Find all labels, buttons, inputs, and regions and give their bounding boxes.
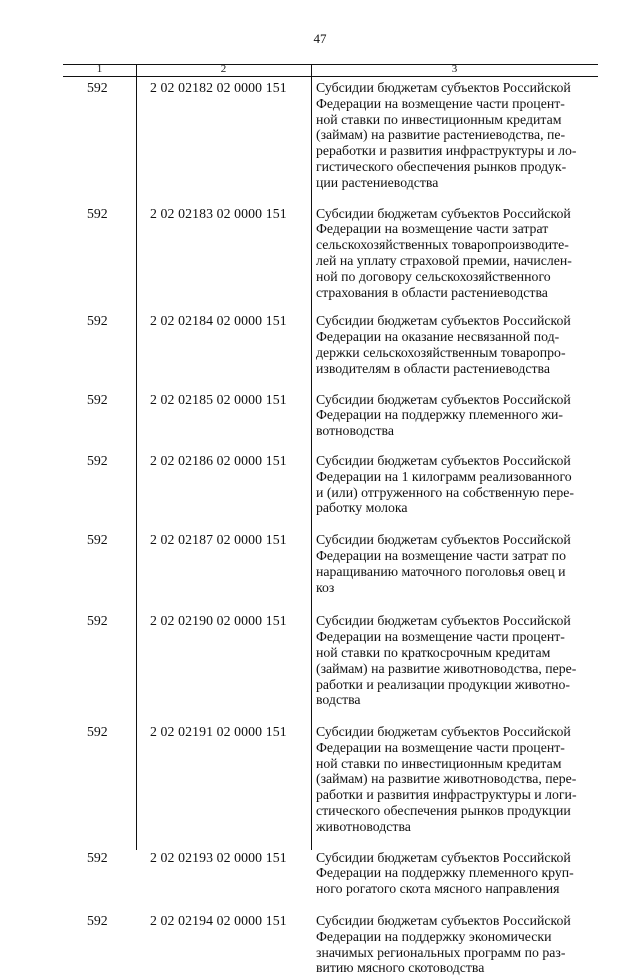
description-line: работки и реализации продукции животно- xyxy=(316,676,570,692)
description-line: ной по договору сельскохозяйственного xyxy=(316,268,551,284)
description-cell xyxy=(316,613,598,708)
description-line: ции растениеводства xyxy=(316,174,439,190)
row-number-cell: 592 xyxy=(87,913,108,929)
budget-codes-table xyxy=(63,63,598,976)
description-line: Субсидии бюджетам субъектов Российской xyxy=(316,452,571,468)
budget-code-cell: 2 02 02190 02 0000 151 xyxy=(150,613,287,629)
description-line: реработки и развития инфраструктуры и ло- xyxy=(316,143,577,159)
description-line: Федерации на возмещение части процент- xyxy=(316,629,565,645)
table-row xyxy=(63,850,598,897)
budget-code-cell: 2 02 02186 02 0000 151 xyxy=(150,452,287,468)
table-row xyxy=(63,613,598,708)
description-line: ного рогатого скота мясного направления xyxy=(316,881,560,897)
description-cell xyxy=(316,313,598,376)
table-row xyxy=(63,913,598,976)
row-number-cell: 592 xyxy=(87,849,108,865)
description-line: Субсидии бюджетам субъектов Российской xyxy=(316,205,571,221)
page-number: 47 xyxy=(313,31,327,46)
column-header-3: 3 xyxy=(451,63,458,75)
description-line: работку молока xyxy=(316,500,408,516)
description-line: Субсидии бюджетам субъектов Российской xyxy=(316,849,571,865)
description-cell xyxy=(316,453,598,516)
description-line: значимых региональных программ по раз- xyxy=(316,944,566,960)
description-line: Федерации на возмещение части затрат по xyxy=(316,547,566,563)
row-number-cell: 592 xyxy=(87,205,108,221)
description-line: (займам) на развитие животноводства, пере- xyxy=(316,660,577,676)
table-row xyxy=(63,453,598,516)
description-line: Субсидии бюджетам субъектов Российской xyxy=(316,613,571,629)
description-line: Федерации на поддержку экономически xyxy=(316,928,552,944)
budget-code-cell: 2 02 02187 02 0000 151 xyxy=(150,532,287,548)
budget-code-cell: 2 02 02185 02 0000 151 xyxy=(150,391,287,407)
description-line: Субсидии бюджетам субъектов Российской xyxy=(316,80,571,95)
description-cell xyxy=(316,850,598,897)
description-line: гистического обеспечения рынков продук- xyxy=(316,158,567,174)
description-cell xyxy=(316,724,598,835)
description-line: работки и развития инфраструктуры и логи- xyxy=(316,787,577,803)
description-line: животноводства xyxy=(316,818,411,834)
description-line: лей на уплату страховой премии, начислен- xyxy=(316,252,572,268)
description-cell xyxy=(316,392,598,439)
description-line: (займам) на развитие животноводства, пере- xyxy=(316,771,577,787)
table-header-row xyxy=(63,64,598,76)
row-number-cell: 592 xyxy=(87,391,108,407)
row-number-cell: 592 xyxy=(87,80,108,95)
header-bottom-rule xyxy=(63,76,598,77)
column-header-1: 1 xyxy=(96,63,103,75)
row-number-cell: 592 xyxy=(87,452,108,468)
budget-code-cell: 2 02 02194 02 0000 151 xyxy=(150,913,287,929)
row-number-cell: 592 xyxy=(87,613,108,629)
budget-code-cell: 2 02 02184 02 0000 151 xyxy=(150,313,287,329)
description-line: Федерации на 1 килограмм реализованного xyxy=(316,468,572,484)
description-line: вотноводства xyxy=(316,423,394,439)
description-line: водства xyxy=(316,692,361,708)
table-row xyxy=(63,206,598,301)
description-line: Субсидии бюджетам субъектов Российской xyxy=(316,532,571,548)
table-row xyxy=(63,392,598,439)
description-cell xyxy=(316,80,598,191)
description-line: Федерации на возмещение части процент- xyxy=(316,739,565,755)
table-row xyxy=(63,724,598,835)
budget-code-cell: 2 02 02182 02 0000 151 xyxy=(150,80,287,95)
description-line: Федерации на поддержку племенного круп- xyxy=(316,865,574,881)
description-line: изводителям в области растениеводства xyxy=(316,360,550,376)
description-line: коз xyxy=(316,579,335,595)
table-row xyxy=(63,532,598,595)
description-line: Федерации на возмещение части процент- xyxy=(316,95,565,111)
description-line: и (или) отгруженного на собственную пере- xyxy=(316,484,575,500)
description-line: Субсидии бюджетам субъектов Российской xyxy=(316,724,571,740)
description-line: Субсидии бюджетам субъектов Российской xyxy=(316,913,571,929)
table-body xyxy=(63,80,598,976)
description-line: Субсидии бюджетам субъектов Российской xyxy=(316,313,571,329)
description-line: держки сельскохозяйственным товаропро- xyxy=(316,344,566,360)
description-line: Субсидии бюджетам субъектов Российской xyxy=(316,391,571,407)
budget-code-cell: 2 02 02193 02 0000 151 xyxy=(150,849,287,865)
column-header-2: 2 xyxy=(220,63,227,75)
description-cell xyxy=(316,532,598,595)
budget-code-cell: 2 02 02191 02 0000 151 xyxy=(150,724,287,740)
description-line: сельскохозяйственных товаропроизводите- xyxy=(316,237,569,253)
table-row xyxy=(63,313,598,376)
description-line: (займам) на развитие растениеводства, пе- xyxy=(316,127,566,143)
description-line: витию мясного скотоводства xyxy=(316,960,485,976)
description-cell xyxy=(316,913,598,976)
description-line: наращиванию маточного поголовья овец и xyxy=(316,563,566,579)
description-cell xyxy=(316,206,598,301)
description-line: Федерации на поддержку племенного жи- xyxy=(316,407,563,423)
budget-code-cell: 2 02 02183 02 0000 151 xyxy=(150,205,287,221)
description-line: Федерации на возмещение части затрат xyxy=(316,221,549,237)
row-number-cell: 592 xyxy=(87,532,108,548)
description-line: ной ставки по инвестиционным кредитам xyxy=(316,755,562,771)
description-line: Федерации на оказание несвязанной под- xyxy=(316,329,560,345)
row-number-cell: 592 xyxy=(87,313,108,329)
description-line: ной ставки по инвестиционным кредитам xyxy=(316,111,562,127)
row-number-cell: 592 xyxy=(87,724,108,740)
table-row xyxy=(63,80,598,191)
description-line: ной ставки по краткосрочным кредитам xyxy=(316,644,551,660)
description-line: страхования в области растениеводства xyxy=(316,284,548,300)
description-line: стического обеспечения рынков продукции xyxy=(316,803,571,819)
